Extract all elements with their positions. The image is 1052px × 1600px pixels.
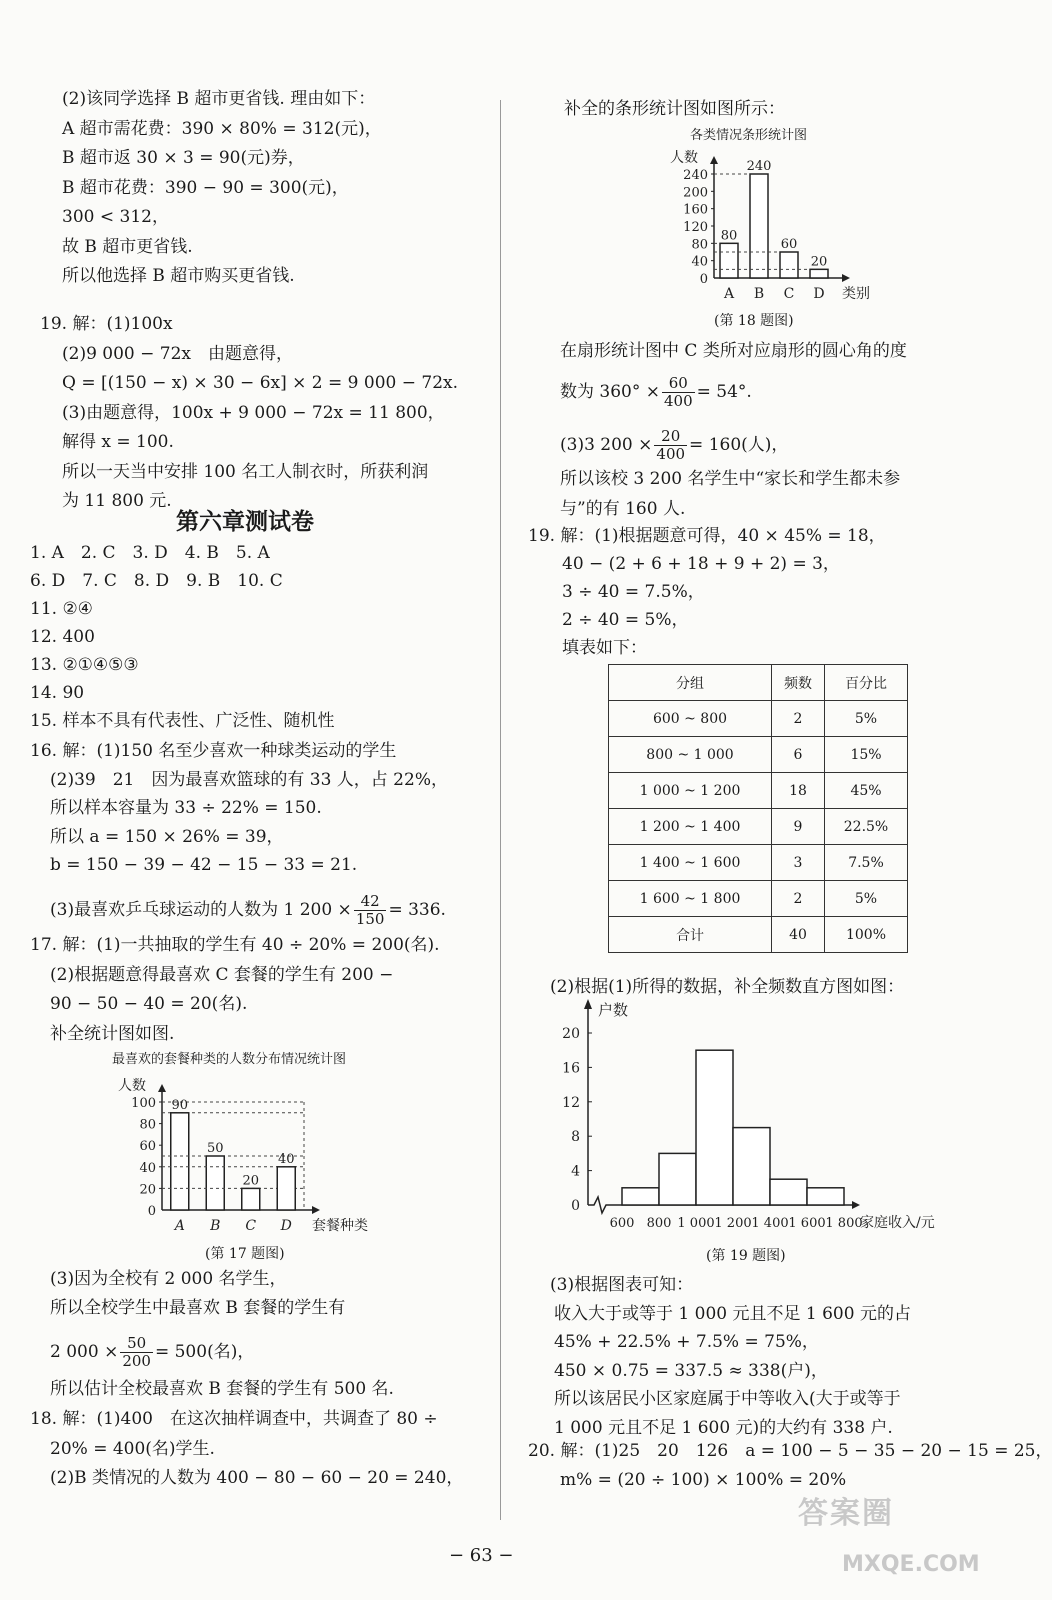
text-line: 19. 解：(1)100x — [40, 314, 173, 334]
text-line: Q = [(150 − x) × 30 − 6x] × 2 = 9 000 − 72x. — [62, 373, 459, 393]
page-number: − 63 − — [449, 1545, 514, 1566]
table-cell: 40 — [772, 917, 825, 953]
text-line: 90 − 50 − 40 = 20(名). — [50, 994, 248, 1014]
text-line: 收入大于或等于 1 000 元且不足 1 600 元的占 — [554, 1303, 911, 1324]
y-tick-label: 16 — [562, 1060, 580, 1077]
x-tick-label: C — [783, 286, 795, 302]
y-tick-label: 0 — [571, 1198, 580, 1214]
y-tick-label: 240 — [683, 168, 708, 183]
text-line: 所以该校 3 200 名学生中“家长和学生都未参 — [560, 469, 901, 489]
table-cell: 100% — [825, 917, 908, 953]
data-label: 40 — [277, 1151, 295, 1167]
x-axis-arrow-icon — [312, 1206, 320, 1214]
table-cell: 22.5% — [825, 809, 908, 845]
y-axis-label: 户数 — [598, 1001, 629, 1019]
y-axis-arrow-icon — [158, 1084, 166, 1092]
table-cell: 1 600 ~ 1 800 — [609, 881, 772, 917]
histogram-bar — [696, 1050, 733, 1205]
text-line: (3)由题意得，100x + 9 000 − 72x = 11 800， — [62, 402, 445, 423]
problem-17-part-3-fraction-line: 2 000 × $\frac{50}{200}$ = 500(名)， — [50, 1334, 255, 1370]
text-line: 3 ÷ 40 = 7.5%， — [562, 582, 705, 602]
table-row — [609, 737, 908, 773]
text-line: B 超市花费：390 − 90 = 300(元)， — [62, 177, 349, 198]
table-cell: 18 — [772, 773, 825, 809]
chart-19 — [554, 995, 954, 1235]
x-axis-label: 套餐种类 — [312, 1218, 368, 1234]
table-row — [609, 701, 908, 737]
y-tick-label: 8 — [571, 1129, 580, 1146]
text-line: 17. 解：(1)一共抽取的学生有 40 ÷ 20% = 200(名). — [30, 935, 440, 955]
chart-19-caption: (第 19 题图) — [706, 1248, 786, 1264]
text-line: 故 B 超市更省钱. — [62, 236, 193, 257]
fraction: $\frac{42}{150}$ — [355, 892, 385, 928]
table-row — [609, 881, 908, 917]
table-cell: 合计 — [609, 917, 772, 953]
y-axis-arrow-icon — [710, 156, 718, 164]
table-cell: 6 — [772, 737, 825, 773]
table-header: 百分比 — [825, 665, 908, 701]
text-line: 45% + 22.5% + 7.5% = 75%， — [554, 1332, 819, 1352]
text-line: 18. 解：(1)400 在这次抽样调查中，共调查了 80 ÷ — [30, 1409, 438, 1429]
text-line: 20. 解：(1)25 20 126 a = 100 − 5 − 35 − 20 − 15 = 25， — [528, 1441, 1052, 1461]
text-line: 所以全校学生中最喜欢 B 套餐的学生有 — [50, 1298, 346, 1318]
text-line: 1. A 2. C 3. D 4. B 5. A — [30, 543, 270, 563]
data-label: 80 — [720, 228, 738, 244]
text-line: (2)39 21 因为最喜欢篮球的有 33 人，占 22%， — [50, 769, 448, 790]
x-tick-label: C — [245, 1218, 257, 1234]
text-line: 所以 a = 150 × 26% = 39， — [50, 826, 284, 847]
x-tick-label: 1 000 — [677, 1216, 715, 1231]
fraction: $\frac{50}{200}$ — [122, 1334, 151, 1370]
x-tick-label: 600 — [609, 1216, 635, 1231]
text-line: B 超市返 30 × 3 = 90(元)券， — [62, 148, 305, 168]
table-cell: 800 ~ 1 000 — [609, 737, 772, 773]
x-tick-label: 800 — [646, 1216, 672, 1231]
text-line: 2 ÷ 40 = 5%， — [562, 610, 689, 630]
text-line: 13. ②①④⑤③ — [30, 655, 139, 675]
y-tick-label: 100 — [131, 1096, 156, 1111]
fraction: $\frac{20}{400}$ — [656, 427, 686, 463]
table-cell: 3 — [772, 845, 825, 881]
x-axis-arrow-icon — [842, 274, 850, 282]
table-cell: 1 200 ~ 1 400 — [609, 809, 772, 845]
table-cell: 1 400 ~ 1 600 — [609, 845, 772, 881]
data-label: 240 — [746, 159, 772, 174]
table-cell: 2 — [772, 881, 825, 917]
problem-17-conclusion: 所以估计全校最喜欢 B 套餐的学生有 500 名. — [50, 1379, 394, 1399]
bar — [242, 1188, 260, 1210]
table-cell: 600 ~ 800 — [609, 701, 772, 737]
y-tick-label: 120 — [683, 220, 708, 235]
y-axis-label: 人数 — [118, 1078, 146, 1094]
y-axis-label: 人数 — [670, 150, 698, 166]
text-line: (3)因为全校有 2 000 名学生， — [50, 1269, 287, 1289]
problem-19-part-2: (2)根据(1)所得的数据，补全频数直方图如图： — [550, 977, 905, 997]
chart-18 — [656, 140, 896, 305]
text-line: 填表如下： — [562, 638, 647, 658]
table-row — [609, 809, 908, 845]
chart-18-title: 各类情况条形统计图 — [690, 128, 808, 143]
text-line: 300 < 312， — [62, 207, 169, 227]
table-header: 频数 — [772, 665, 825, 701]
table-row — [609, 845, 908, 881]
y-axis-arrow-icon — [584, 999, 592, 1009]
table-row — [609, 773, 908, 809]
frequency-table — [608, 664, 908, 953]
x-tick-label: 1 200 — [714, 1216, 752, 1231]
table-cell: 2 — [772, 701, 825, 737]
watermark-url: MXQE.COM — [842, 1552, 980, 1577]
fraction: $\frac{60}{400}$ — [664, 374, 693, 410]
chart-17-title: 最喜欢的套餐种类的人数分布情况统计图 — [112, 1052, 347, 1067]
table-cell: 1 000 ~ 1 200 — [609, 773, 772, 809]
problem-18-angle-text: 在扇形统计图中 C 类所对应扇形的圆心角的度 — [560, 341, 907, 361]
text-line: m% = (20 ÷ 100) × 100% = 20% — [560, 1470, 847, 1490]
text-line: b = 150 − 39 − 42 − 15 − 33 = 21. — [50, 855, 358, 875]
table-cell: 15% — [825, 737, 908, 773]
data-label: 20 — [810, 254, 828, 270]
bar — [780, 252, 798, 278]
text-line: 40 − (2 + 6 + 18 + 9 + 2) = 3， — [562, 554, 840, 574]
table-cell: 45% — [825, 773, 908, 809]
y-tick-label: 0 — [147, 1204, 156, 1219]
histogram-bar — [622, 1188, 659, 1205]
problem-16-part-3: (3)最喜欢乒乓球运动的人数为 1 200 × $\frac{42}{150}$ = 336. — [50, 892, 446, 928]
table-cell: 5% — [825, 701, 908, 737]
text-line: (3)根据图表可知： — [550, 1275, 694, 1295]
text-line: 12. 400 — [30, 627, 95, 647]
text-line: (2)9 000 − 72x 由题意得， — [62, 343, 294, 364]
text-line: 450 × 0.75 = 337.5 ≈ 338(户)， — [554, 1360, 828, 1381]
x-tick-label: A — [723, 286, 735, 302]
table-cell: 9 — [772, 809, 825, 845]
x-tick-label: B — [210, 1218, 221, 1234]
y-tick-label: 160 — [683, 202, 708, 218]
text-line: (2)B 类情况的人数为 400 − 80 − 60 − 20 = 240， — [50, 1468, 464, 1488]
x-tick-label: 1 400 — [751, 1216, 789, 1231]
text-line: A 超市需花费：390 × 80% = 312(元)， — [62, 118, 382, 139]
text-line: (2)根据题意得最喜欢 C 套餐的学生有 200 − — [50, 964, 394, 985]
bar — [750, 174, 768, 278]
x-axis-arrow-icon — [852, 1201, 860, 1209]
text-line: 19. 解：(1)根据题意可得，40 × 45% = 18， — [528, 526, 886, 546]
table-row — [609, 917, 908, 953]
table-header: 分组 — [609, 665, 772, 701]
x-axis-label: 类别 — [842, 286, 870, 302]
text-line: 所以一天当中安排 100 名工人制衣时，所获利润 — [62, 461, 429, 482]
y-tick-label: 12 — [562, 1094, 580, 1111]
y-tick-label: 0 — [699, 272, 708, 287]
x-tick-label: 1 600 — [788, 1216, 826, 1231]
bar — [171, 1113, 189, 1210]
x-tick-label: D — [813, 286, 825, 302]
chart-17 — [110, 1068, 390, 1243]
histogram-bar — [770, 1179, 807, 1205]
y-tick-label: 40 — [139, 1160, 156, 1176]
y-tick-label: 60 — [139, 1139, 156, 1155]
y-tick-label: 80 — [139, 1117, 156, 1133]
x-tick-label: A — [174, 1218, 185, 1234]
y-tick-label: 20 — [139, 1182, 156, 1198]
x-tick-label: D — [280, 1218, 292, 1234]
text-line: 11. ②④ — [30, 599, 93, 619]
text-line: 所以该居民小区家庭属于中等收入(大于或等于 — [554, 1389, 901, 1409]
data-label: 60 — [780, 237, 798, 252]
histogram-bar — [659, 1153, 696, 1205]
text-line: 为 11 800 元. — [62, 491, 172, 511]
bar — [206, 1156, 224, 1210]
table-cell: 7.5% — [825, 845, 908, 881]
x-axis-label: 家庭收入/元 — [860, 1215, 935, 1231]
histogram-bar — [733, 1128, 770, 1205]
text-line: 1 000 元且不足 1 600 元)的大约有 338 户. — [554, 1417, 893, 1438]
y-tick-label: 20 — [562, 1026, 580, 1042]
bar — [720, 243, 738, 278]
table-cell: 5% — [825, 881, 908, 917]
text-line: 20% = 400(名)学生. — [50, 1438, 215, 1459]
problem-18-part-3: (3)3 200 × $\frac{20}{400}$ = 160(人)， — [560, 427, 789, 463]
histogram-bar — [807, 1188, 844, 1205]
chart-18-caption: (第 18 题图) — [714, 313, 794, 329]
column-divider — [500, 100, 501, 1520]
y-tick-label: 40 — [691, 254, 708, 270]
x-tick-label: 1 800 — [825, 1216, 863, 1231]
y-tick-label: 4 — [571, 1163, 580, 1180]
chart-17-caption: (第 17 题图) — [205, 1246, 285, 1262]
text-line: 6. D 7. C 8. D 9. B 10. C — [30, 571, 283, 591]
y-tick-label: 80 — [691, 237, 708, 253]
text-line: 与”的有 160 人. — [560, 498, 686, 519]
text-line: 补全统计图如图. — [50, 1023, 175, 1044]
watermark-logo: 答案圈 — [798, 1496, 894, 1531]
y-tick-label: 200 — [683, 185, 708, 201]
data-label: 20 — [242, 1173, 260, 1189]
text-line: 所以样本容量为 33 ÷ 22% = 150. — [50, 798, 322, 818]
text-line: 所以他选择 B 超市购买更省钱. — [62, 266, 295, 286]
chapter-title: 第六章测试卷 — [176, 509, 314, 535]
data-label: 50 — [206, 1141, 224, 1156]
bar — [277, 1167, 295, 1210]
text-line: 16. 解：(1)150 名至少喜欢一种球类运动的学生 — [30, 741, 397, 761]
text-line: 解得 x = 100. — [62, 432, 174, 452]
problem-18-angle-calc: 数为 360° × $\frac{60}{400}$ = 54°. — [560, 374, 752, 410]
chart-18-intro: 补全的条形统计图如图所示： — [564, 99, 785, 119]
data-label: 90 — [171, 1097, 189, 1113]
text-line: 15. 样本不具有代表性、广泛性、随机性 — [30, 711, 335, 731]
x-tick-label: B — [753, 286, 765, 302]
text-line: (2)该同学选择 B 超市更省钱. 理由如下： — [62, 89, 376, 109]
bar — [810, 269, 828, 278]
text-line: 14. 90 — [30, 683, 85, 703]
